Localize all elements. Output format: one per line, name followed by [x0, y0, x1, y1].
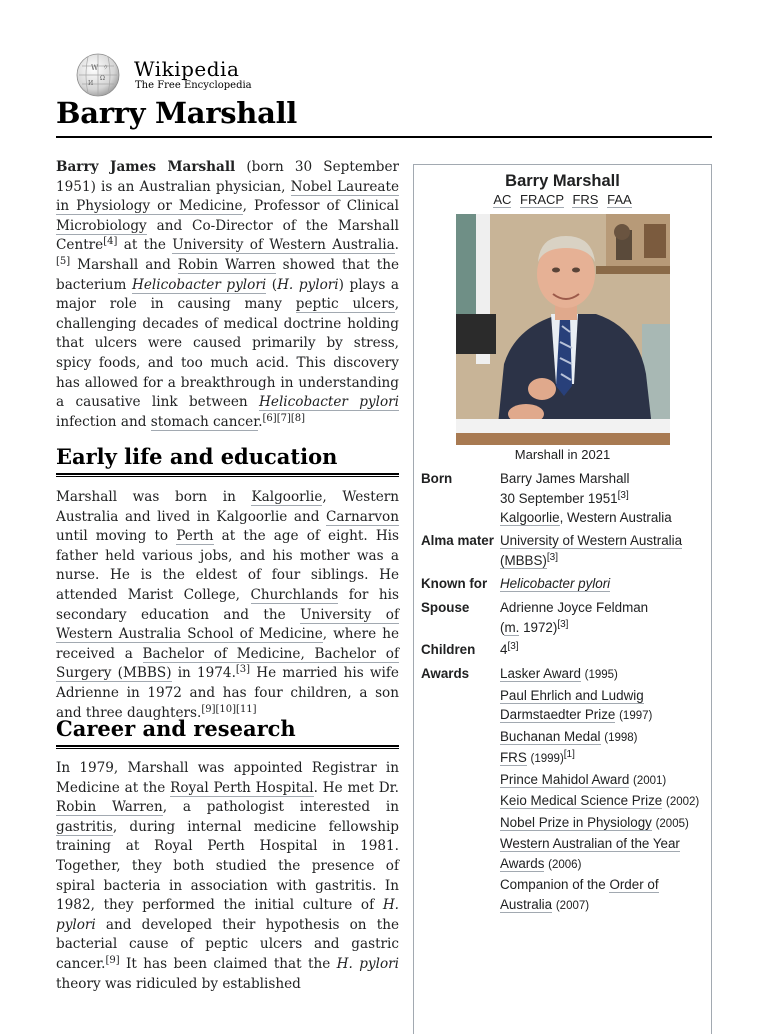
early-text: in 1974.	[171, 665, 236, 682]
post-nominal-fracp[interactable]: FRACP	[520, 192, 564, 207]
post-nominal-ac[interactable]: AC	[493, 192, 512, 207]
value-alma-mater	[500, 531, 705, 570]
career-text: theory was ridiculed by established	[56, 975, 301, 992]
ref-link[interactable]: [9]	[105, 954, 120, 966]
link-award[interactable]: Buchanan Medal	[500, 728, 601, 744]
children-count: 4	[500, 642, 508, 657]
career-text: and developed their hypothesis on the bacterial cause of peptic ulcers and gastric cancer.	[56, 916, 399, 972]
svg-text:W: W	[91, 64, 99, 72]
spouse-year: 1972)	[519, 619, 558, 635]
award-item	[500, 770, 705, 792]
link-award[interactable]: Nobel Prize in Physiology	[500, 814, 652, 830]
career-text: . He met Dr.	[313, 779, 399, 796]
early-text: at the age of eight. His father held various jobs, and his mother was a nurse. He is the eldest of four siblings. He attended Marist College,	[56, 528, 399, 603]
intro-text: .	[258, 413, 263, 430]
award-year: (2005)	[655, 817, 689, 830]
infobox-row-spouse	[421, 598, 705, 638]
award-year: (2002)	[666, 796, 700, 808]
h-pylori-abbrev: H. pylori	[56, 897, 399, 933]
early-text: , Western Australia and lived in Kalgoorlie and	[56, 489, 399, 525]
infobox-row-known-for	[421, 574, 705, 594]
intro-text: at the	[117, 237, 173, 254]
label-spouse: Spouse	[421, 600, 470, 615]
ref-link[interactable]: [3]	[557, 618, 569, 630]
award-year: (1998)	[604, 731, 638, 744]
label-born: Born	[421, 471, 453, 486]
link-stomach-cancer[interactable]: stomach cancer	[150, 413, 259, 430]
heading-divider	[56, 745, 399, 749]
award-item	[500, 834, 705, 875]
award-year: (2001)	[633, 774, 667, 787]
post-nominals	[414, 192, 711, 207]
link-microbiology[interactable]: Microbiology	[56, 217, 147, 234]
early-text: for his secondary education and the	[56, 586, 399, 623]
intro-text: ) plays a major role in causing many	[56, 276, 399, 313]
intro-text: (	[266, 276, 278, 293]
infobox-row-children	[421, 640, 705, 660]
link-uwa-school-of-medicine[interactable]: University of Western Australia School of Medicine	[56, 606, 399, 643]
born-date: 30 September 1951	[500, 490, 618, 506]
post-nominal-frs[interactable]: FRS	[572, 192, 599, 207]
link-award[interactable]: Western Australian of the Year Awards	[500, 836, 680, 871]
intro-text: (born 30 September 1951) is an Australian physician,	[56, 159, 399, 195]
label-children: Children	[421, 642, 476, 657]
label-alma-mater: Alma mater	[421, 533, 494, 548]
award-item	[500, 875, 705, 916]
portrait-photo[interactable]	[456, 214, 670, 445]
spouse-name: Adrienne Joyce Feldman	[500, 600, 649, 615]
value-born	[500, 469, 705, 528]
ref-link[interactable]: [4]	[103, 236, 118, 248]
career-paragraph	[56, 759, 399, 994]
value-known-for	[500, 574, 705, 594]
award-item	[500, 664, 705, 686]
award-year: (2006)	[548, 858, 582, 871]
link-university-western-australia[interactable]: University of Western Australia	[172, 237, 395, 254]
link-royal-perth-hospital[interactable]: Royal Perth Hospital	[170, 779, 314, 796]
link-alma-mater[interactable]: University of Western Australia (MBBS)	[500, 533, 683, 568]
value-spouse: Adrienne Joyce Feldman (m. 1972)[3]	[500, 598, 705, 637]
wikipedia-globe-icon	[74, 52, 122, 98]
svg-text:Ω: Ω	[100, 75, 105, 82]
link-gastritis[interactable]: gastritis	[56, 818, 113, 835]
ref-link[interactable]: [3]	[507, 641, 519, 652]
intro-text: Marshall and	[70, 256, 178, 273]
career-text: It has been claimed that the	[119, 955, 337, 972]
infobox-row-born	[421, 469, 705, 529]
label-known-for: Known for	[421, 576, 488, 591]
subject-name: Barry James Marshall	[56, 159, 236, 175]
svg-text:И: И	[88, 80, 94, 87]
intro-paragraph	[56, 158, 399, 432]
award-prefix: Companion of the	[500, 877, 610, 892]
ref-link[interactable]: [3]	[235, 664, 251, 676]
link-churchlands[interactable]: Churchlands	[250, 586, 339, 603]
award-year: (1995)	[584, 669, 618, 681]
link-award[interactable]: Prince Mahidol Award	[500, 771, 630, 787]
link-nobel-laureate[interactable]: Nobel Laureate in Physiology or Medicine	[56, 178, 399, 215]
ref-link[interactable]: [6][7][8]	[262, 412, 306, 424]
ref-link[interactable]: [9][10][11]	[201, 703, 257, 715]
link-mbbs[interactable]: Bachelor of Medicine, Bachelor of Surgery (MBBS)	[56, 645, 399, 682]
link-perth[interactable]: Perth	[176, 528, 214, 545]
intro-text: and Co-Director of the Marshall Centre	[56, 217, 399, 254]
born-place-rest: , Western Australia	[559, 510, 672, 525]
link-carnarvon[interactable]: Carnarvon	[326, 508, 399, 525]
link-award[interactable]: FRS	[500, 750, 527, 765]
infobox	[413, 164, 712, 1034]
early-text: , where he received a	[56, 626, 399, 662]
ref-link[interactable]: [1]	[563, 749, 575, 760]
label-awards: Awards	[421, 666, 470, 681]
link-robin-warren[interactable]: Robin Warren	[177, 256, 276, 273]
link-married[interactable]: m.	[504, 619, 520, 635]
award-item	[500, 686, 705, 727]
award-item	[500, 727, 705, 749]
link-robin-warren[interactable]: Robin Warren	[56, 799, 163, 816]
intro-text: , Professor of Clinical	[242, 198, 399, 215]
early-life-paragraph	[56, 488, 399, 723]
link-award[interactable]: Paul Ehrlich and Ludwig Darmstaedter Prize	[500, 687, 644, 722]
value-awards	[500, 664, 705, 916]
post-nominal-faa[interactable]: FAA	[607, 192, 632, 207]
career-text: , during internal medicine fellowship training at Royal Perth Hospital in 1981. Together, they both studied the presence of spiral bacteria in association with gastritis. In 1982, they performed the initial culture of	[56, 818, 399, 914]
link-helicobacter-pylori-2[interactable]: Helicobacter pylori	[259, 394, 399, 411]
career-text: , a pathologist interested in	[162, 799, 399, 816]
photo-caption: Marshall in 2021	[514, 447, 611, 462]
award-item	[500, 748, 705, 770]
heading-career: Career and research	[56, 716, 296, 741]
infobox-row-alma-mater	[421, 531, 705, 571]
portrait-illustration	[456, 214, 670, 445]
intro-text: .	[394, 237, 399, 254]
link-kalgoorlie[interactable]: Kalgoorlie	[251, 489, 323, 505]
heading-divider	[56, 473, 399, 477]
intro-text: , challenging decades of medical doctrine holding that ulcers were caused primarily by stress, spicy foods, and too much acid. This discovery has allowed for a breakthrough in understanding a causative link between	[56, 296, 400, 411]
title-divider	[56, 136, 712, 138]
award-year: (1997)	[619, 710, 653, 722]
ref-link[interactable]: [3]	[617, 489, 629, 501]
ref-link[interactable]: [3]	[546, 551, 558, 563]
career-text: In 1979, Marshall was appointed Registrar in Medicine at the	[56, 760, 399, 796]
early-text: until moving to	[56, 528, 177, 545]
link-award[interactable]: Lasker Award	[500, 666, 581, 681]
born-name: Barry James Marshall	[500, 471, 630, 486]
infobox-title: Barry Marshall	[505, 172, 620, 190]
link-helicobacter-pylori-infobox[interactable]: Helicobacter pylori	[500, 576, 611, 591]
ref-link[interactable]: [5]	[56, 255, 71, 267]
value-children	[500, 640, 705, 660]
award-item	[500, 813, 705, 835]
award-item	[500, 791, 705, 813]
intro-text: infection and	[56, 413, 151, 430]
h-pylori-abbrev: H. pylori	[336, 955, 399, 972]
intro-text: showed that the bacterium	[56, 256, 399, 293]
award-year: (2007)	[555, 899, 590, 912]
early-text: He married his wife Adrienne in 1972 and has four children, a son and three daughters.	[56, 665, 399, 721]
wikipedia-tagline: The Free Encyclopedia	[135, 80, 252, 91]
link-helicobacter-pylori[interactable]: Helicobacter pylori	[132, 276, 267, 293]
link-kalgoorlie-infobox[interactable]: Kalgoorlie	[500, 510, 560, 525]
page-title: Barry Marshall	[56, 96, 298, 130]
h-pylori-abbrev: H. pylori	[277, 276, 339, 293]
heading-early-life: Early life and education	[56, 444, 338, 469]
link-award[interactable]: Keio Medical Science Prize	[500, 793, 663, 808]
wikipedia-wordmark: Wikipedia	[134, 57, 240, 81]
link-peptic-ulcers[interactable]: peptic ulcers	[295, 296, 395, 313]
early-text: Marshall was born in	[56, 489, 252, 505]
svg-text:ウ: ウ	[103, 65, 109, 71]
award-year: (1999)	[530, 753, 564, 765]
link-award[interactable]: Order of Australia	[500, 877, 659, 912]
infobox-row-awards	[421, 664, 705, 934]
